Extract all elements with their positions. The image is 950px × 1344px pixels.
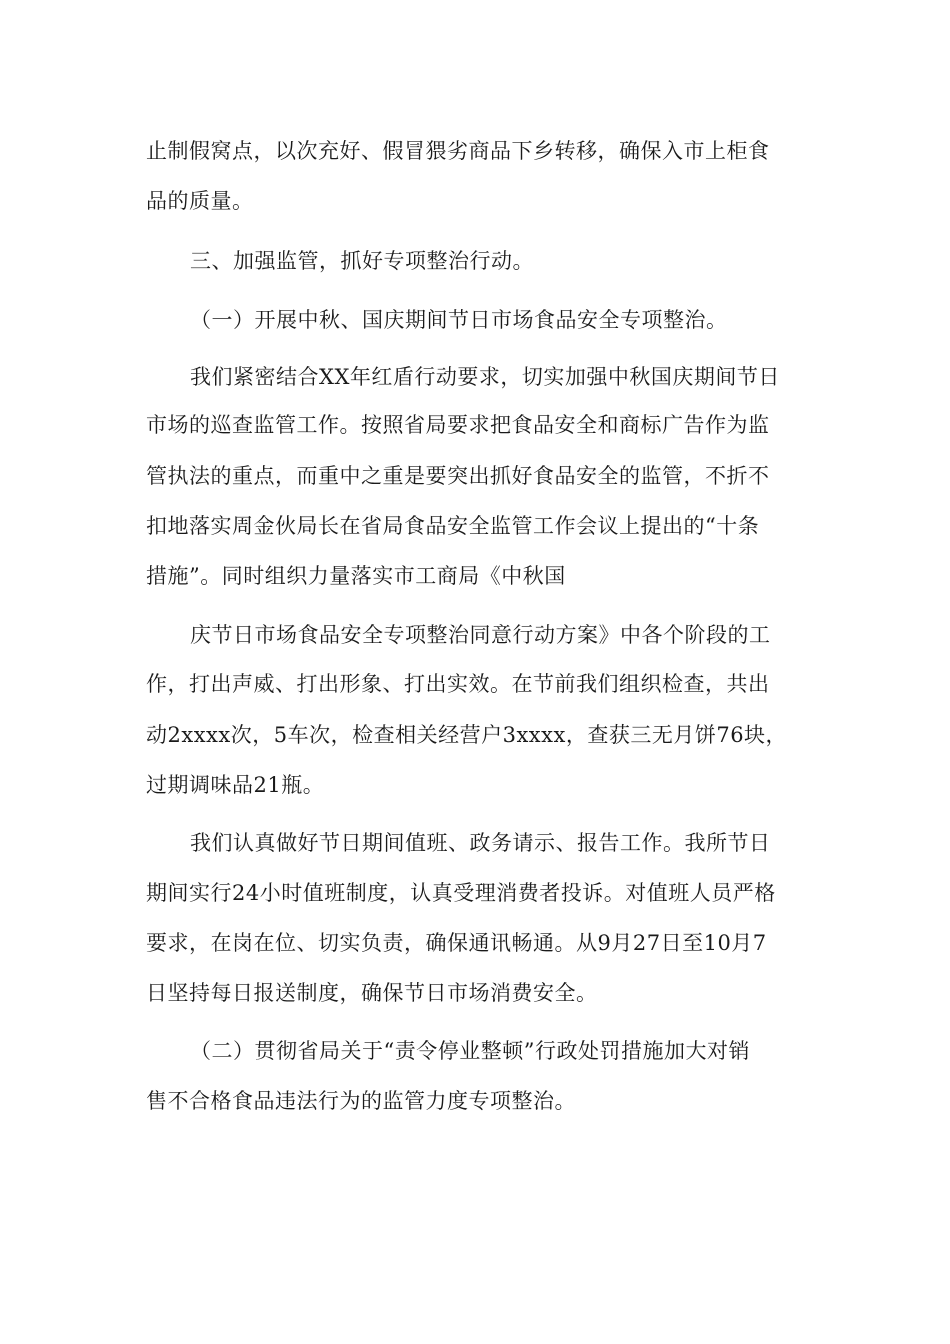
body-text-line: 管执法的重点，而重中之重是要突出抓好食品安全的监管，不折不 (146, 464, 770, 488)
body-text-line: 售不合格食品违法行为的监管力度专项整治。 (146, 1089, 576, 1113)
section-heading: 三、加强监管，抓好专项整治行动。 (190, 249, 534, 273)
body-text-line: 要求，在岗在位、切实负责，确保通讯畅通。从9月27日至10月7 (146, 931, 767, 955)
body-text-line: 措施”。同时组织力量落实市工商局《中秋国 (146, 564, 566, 588)
body-text-line: 市场的巡查监管工作。按照省局要求把食品安全和商标广告作为监 (146, 413, 770, 437)
body-text-line: 期间实行24小时值班制度，认真受理消费者投诉。对值班人员严格 (146, 881, 776, 905)
body-text-line: 作，打出声威、打出形象、打出实效。在节前我们组织检查，共出 (146, 672, 770, 696)
body-text-line: 我们紧密结合XX年红盾行动要求，切实加强中秋国庆期间节日 (190, 365, 780, 389)
body-text-line: 动2xxxx次，5车次，检查相关经营户3xxxx，查获三无月饼76块， (146, 723, 788, 747)
subsection-heading: （一）开展中秋、国庆期间节日市场食品安全专项整治。 (190, 308, 728, 332)
body-text-line: 我们认真做好节日期间值班、政务请示、报告工作。我所节日 (190, 831, 771, 855)
body-text-line: 止制假窝点，以次充好、假冒猥劣商品下乡转移，确保入市上柜食 (146, 139, 770, 163)
body-text-line: 日坚持每日报送制度，确保节日市场消费安全。 (146, 981, 598, 1005)
body-text-line: 过期调味品21瓶。 (146, 773, 325, 797)
body-text-line: 扣地落实周金伙局长在省局食品安全监管工作会议上提出的“十条 (146, 514, 760, 538)
body-text-line: 庆节日市场食品安全专项整治同意行动方案》中各个阶段的工 (190, 623, 771, 647)
body-text-line: 品的质量。 (146, 189, 254, 213)
subsection-heading: （二）贯彻省局关于“责令停业整顿”行政处罚措施加大对销 (190, 1039, 750, 1063)
